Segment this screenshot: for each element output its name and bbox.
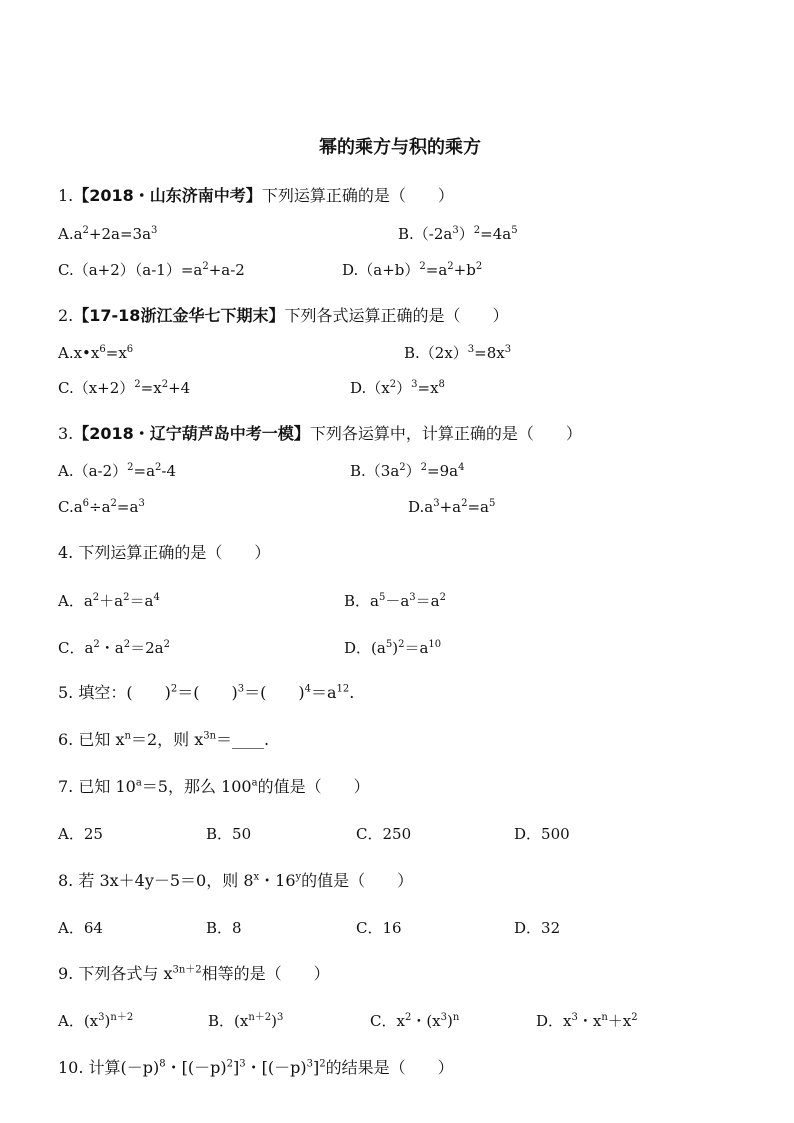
question-number: 3. <box>58 424 74 443</box>
question-number: 10. <box>58 1058 84 1077</box>
option-b: B．8 <box>206 919 242 937</box>
option-b: B．$a^5-a^3=a^2$ <box>344 592 446 610</box>
option-c: C．16 <box>356 919 402 937</box>
option-d: D．500 <box>514 825 570 843</box>
question-4 <box>58 543 270 563</box>
question-8: 8. 若 3x＋4y－5＝0，则 8$^x$・16$^y$的值是（ ） <box>58 871 414 890</box>
question-number: 8. <box>58 871 74 890</box>
question-2 <box>58 306 508 326</box>
option-d: $D.(a+b)^2=a^2+b^2$ <box>342 261 483 279</box>
option-a: A．$(x^3)^{n+2}$ <box>58 1012 134 1030</box>
question-5: 5. 填空：( )$^2$＝( )$^3$＝( )$^4=a^{12}$. <box>58 683 355 702</box>
option-a: $A.a^2+2a=3a^3$ <box>58 225 158 243</box>
question-text: 下列各式运算正确的是（ ） <box>284 306 509 325</box>
question-3 <box>58 424 582 444</box>
option-d: $D.a^3+a^2=a^5$ <box>408 498 496 516</box>
option-c: $C.(a+2)(a-1)=a^2+a-2$ <box>58 261 245 279</box>
question-9: 9. 下列各式与 $x^{3n+2}$相等的是（ ） <box>58 964 330 983</box>
option-b: $B.(3a^2)^2=9a^4$ <box>350 462 465 480</box>
option-c: C．$a^2$・$a^2=2a^2$ <box>58 639 170 657</box>
option-b: $B.(-2a^3)^2=4a^5$ <box>398 225 518 243</box>
question-number: 7. <box>58 777 74 796</box>
option-d: D．$(a^5)^2=a^{10}$ <box>344 639 442 657</box>
option-a: A．64 <box>58 919 103 937</box>
question-number: 4. <box>58 543 74 562</box>
question-text: 下列运算正确的是（ ） <box>78 543 271 562</box>
option-c: C．$x^2$・$(x^3)^n$ <box>370 1012 460 1030</box>
question-number: 6. <box>58 730 74 749</box>
option-a: $A.(a-2)^2=a^2-4$ <box>58 462 177 480</box>
question-source: 【17-18浙江金华七下期末】 <box>73 306 285 325</box>
option-b: $B.(2x)^3=8x^3$ <box>404 344 512 362</box>
option-d: D．$x^3$・$x^n+x^2$ <box>536 1012 638 1030</box>
option-a: A．25 <box>58 825 103 843</box>
option-b: B．$(x^{n+2})^3$ <box>208 1012 284 1030</box>
question-6: 6. 已知 $x^n=2$，则 $x^{3n}=\_\_\_\_$. <box>58 730 270 749</box>
option-a: A．$a^2+a^2=a^4$ <box>58 592 160 610</box>
page-title: 幂的乘方与积的乘方 <box>319 137 481 158</box>
question-10: 10. 计算$(-p)^8$・$[(-p)^2]^3$・$[(-p)^3]^2$的结果是（ ） <box>58 1058 454 1077</box>
question-1 <box>58 186 454 206</box>
question-7: 7. 已知 $10^a=5$，那么 100$^a$的值是（ ） <box>58 777 370 796</box>
option-c: $C.a^6\div a^2=a^3$ <box>58 498 145 516</box>
question-number: 9. <box>58 964 74 983</box>
question-number: 2. <box>58 306 74 325</box>
option-a: $A.x•x^6=x^6$ <box>58 344 134 362</box>
question-number: 5. <box>58 683 74 702</box>
question-source: 【2018・辽宁葫芦岛中考一模】 <box>73 424 310 443</box>
option-b: B．50 <box>206 825 252 843</box>
option-c: $C.(x+2)^2=x^2+4$ <box>58 379 191 397</box>
option-c: C．250 <box>356 825 412 843</box>
question-source: 【2018・山东济南中考】 <box>73 186 262 205</box>
question-text: 下列各运算中，计算正确的是（ ） <box>309 424 582 443</box>
question-number: 1. <box>58 186 74 205</box>
option-d: D．32 <box>514 919 561 937</box>
question-text: 下列运算正确的是（ ） <box>261 186 454 205</box>
option-d: $D.(x^2)^3=x^8$ <box>350 379 445 397</box>
